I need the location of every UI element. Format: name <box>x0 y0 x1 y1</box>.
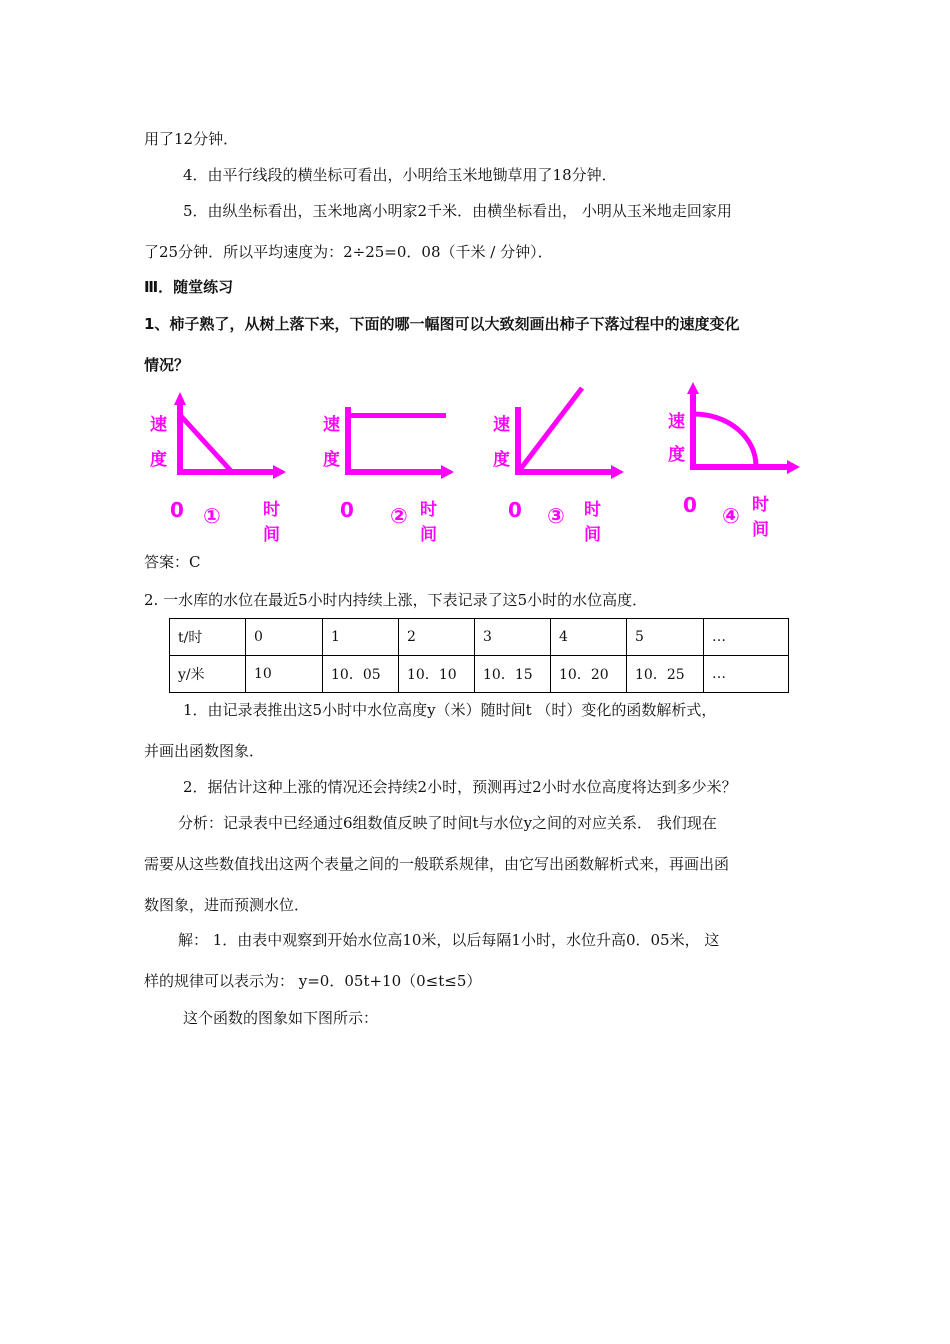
table-cell: 0 <box>246 619 323 656</box>
table-cell: 2 <box>399 619 475 656</box>
table-cell: y/米 <box>170 656 246 693</box>
y-label-top: 速 <box>493 415 510 435</box>
para-line: 需要从这些数值找出这两个表量之间的一般联系规律，由它写出函数解析式来，再画出函 <box>144 855 730 873</box>
para-line: 了25分钟．所以平均速度为：2÷25=0．08（千米 / 分钟）． <box>144 243 553 261</box>
para-line: 1．由记录表推出这5小时中水位高度y（米）随时间t （时）变化的函数解析式， <box>183 701 717 719</box>
table-cell: 10．15 <box>475 656 551 693</box>
x-label: 时间 <box>752 495 769 540</box>
y-label-bottom: 度 <box>323 450 340 470</box>
table-cell: … <box>704 656 789 693</box>
x-label: 时间 <box>584 500 601 545</box>
origin-label: 0 <box>683 493 697 517</box>
para-line: 这个函数的图象如下图所示： <box>183 1009 379 1027</box>
question-1-line: 1、柿子熟了，从树上落下来，下面的哪一幅图可以大致刻画出柿子下落过程中的速度变化 <box>144 315 740 333</box>
question-1-line: 情况？ <box>144 356 190 374</box>
graph-number: ④ <box>722 504 740 528</box>
graph-number: ① <box>203 504 221 528</box>
y-label-top: 速 <box>323 415 340 435</box>
para-line: 分析：记录表中已经通过6组数值反映了时间t与水位y之间的对应关系． 我们现在 <box>178 814 717 832</box>
para-line: 并画出函数图象． <box>144 742 265 760</box>
y-label-bottom: 度 <box>150 450 167 470</box>
table-cell: 10．25 <box>627 656 704 693</box>
origin-label: 0 <box>170 498 184 522</box>
question-2-line: 2. 一水库的水位在最近5小时内持续上涨，下表记录了这5小时的水位高度． <box>144 591 648 609</box>
origin-label: 0 <box>340 498 354 522</box>
x-label: 时间 <box>420 500 437 545</box>
para-line: 解： 1．由表中观察到开始水位高10米，以后每隔1小时，水位升高0．05米， 这 <box>178 931 720 949</box>
x-label: 时间 <box>263 500 280 545</box>
y-label-top: 速 <box>668 412 685 432</box>
y-label-top: 速 <box>150 415 167 435</box>
y-label-bottom: 度 <box>668 445 685 465</box>
table-cell: 10 <box>246 656 323 693</box>
table-cell: t/时 <box>170 619 246 656</box>
table-cell: 10．10 <box>399 656 475 693</box>
table-cell: 3 <box>475 619 551 656</box>
para-line: 2．据估计这种上涨的情况还会持续2小时，预测再过2小时水位高度将达到多少米？ <box>183 778 737 796</box>
section-heading: Ⅲ．随堂练习 <box>144 278 234 296</box>
table-cell: 10．20 <box>551 656 627 693</box>
origin-label: 0 <box>508 498 522 522</box>
para-line: 5．由纵坐标看出，玉米地离小明家2千米．由横坐标看出， 小明从玉米地走回家用 <box>183 202 732 220</box>
table-cell: 10．05 <box>323 656 399 693</box>
water-level-table <box>169 618 789 693</box>
para-line: 数图象，进而预测水位． <box>144 896 310 914</box>
table-cell: … <box>704 619 789 656</box>
answer-line: 答案：C <box>144 553 201 571</box>
y-label-bottom: 度 <box>493 450 510 470</box>
para-line: 用了12分钟． <box>144 130 239 148</box>
table-cell: 1 <box>323 619 399 656</box>
table-cell: 5 <box>627 619 704 656</box>
para-line: 4．由平行线段的横坐标可看出，小明给玉米地锄草用了18分钟． <box>183 166 617 184</box>
table-row <box>170 656 789 693</box>
graph-number: ③ <box>547 504 565 528</box>
table-cell: 4 <box>551 619 627 656</box>
para-line: 样的规律可以表示为： y=0．05t+10（0≤t≤5） <box>144 972 482 990</box>
table-row <box>170 619 789 656</box>
graph-number: ② <box>390 504 408 528</box>
